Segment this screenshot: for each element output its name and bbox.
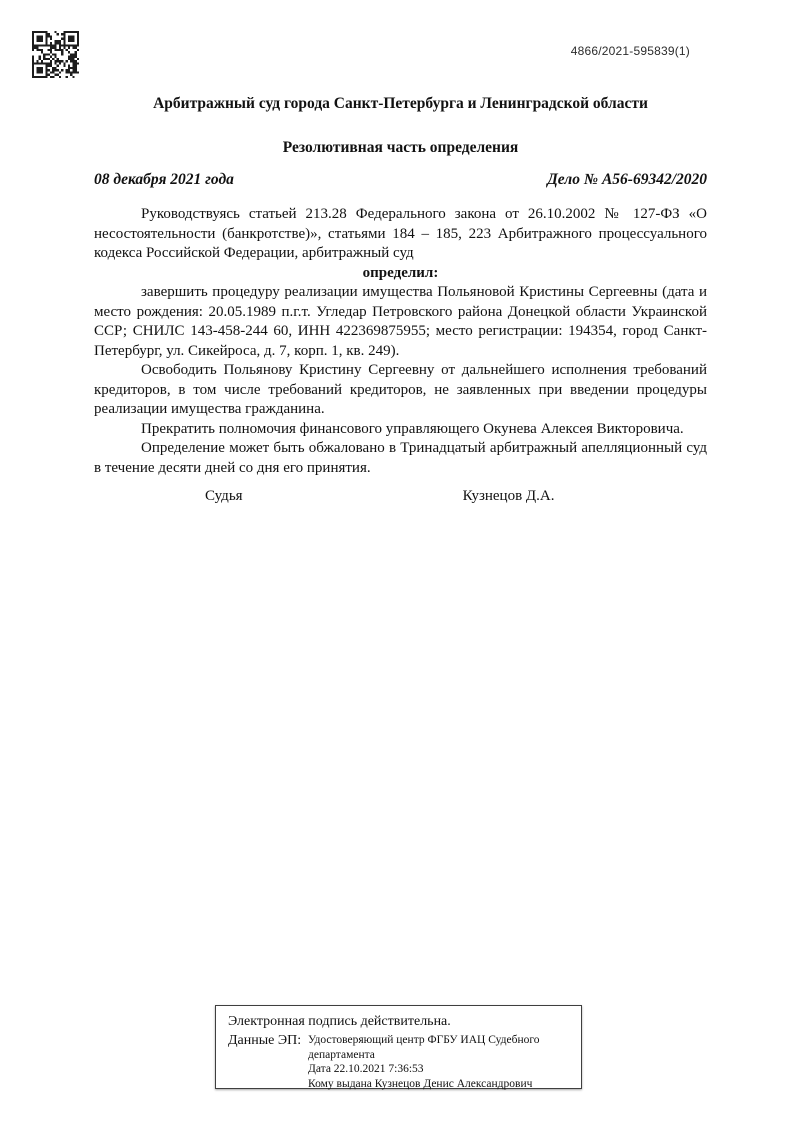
esignature-date: Дата 22.10.2021 7:36:53 [308, 1063, 424, 1075]
esignature-authority: Удостоверяющий центр ФГБУ ИАЦ Судебного департамента [308, 1034, 540, 1061]
judge-name: Кузнецов Д.А. [462, 488, 555, 504]
resolution-paragraph-complete-procedure: завершить процедуру реализации имущества Польяновой Кристины Сергеевны (дата и место рождения: 20.05.1989 п.г.т. Угледар Петровского района Донецкой области Украинской ССР; СНИЛС 143-458-244 60, ИНН 422369875955; место регистрации: 194354, город Санкт-Петербург, ул. Сикейроса, д. 7, корп. 1, кв. 249). [94, 284, 707, 359]
esignature-details [308, 1033, 570, 1091]
judge-role-label: Судья [205, 488, 243, 504]
intro-paragraph: Руководствуясь статьей 213.28 Федерального закона от 26.10.2002 № 127-ФЗ «О несостоятельности (банкротстве)», статьями 184 – 185, 223 Арбитражного процессуального кодекса Российской Федерации, арбитражный суд [94, 206, 707, 261]
esignature-valid-text: Электронная подпись действительна. [228, 1014, 451, 1029]
document-registration-number: 4866/2021-595839(1) [570, 44, 690, 58]
esignature-data-row [216, 1030, 581, 1091]
ruling-date: 08 декабря 2021 года [94, 171, 234, 188]
esignature-issued-to: Кому выдана Кузнецов Денис Александрович [308, 1077, 533, 1090]
resolution-paragraph-terminate-manager: Прекратить полномочия финансового управляющего Окунева Алексея Викторовича. [141, 420, 684, 437]
qr-code-pattern [32, 31, 79, 78]
signature-row [94, 487, 707, 507]
court-name-heading: Арбитражный суд города Санкт-Петербурга и Ленинградской области [153, 95, 648, 112]
resolution-heading: определил: [362, 264, 439, 281]
case-number: Дело № А56-69342/2020 [547, 171, 707, 188]
electronic-signature-box [215, 1005, 582, 1089]
document-type-heading: Резолютивная часть определения [282, 139, 519, 156]
document-content [94, 0, 707, 507]
date-case-row [94, 170, 707, 190]
resolution-paragraph-appeal-info: Определение может быть обжаловано в Тринадцатый арбитражный апелляционный суд в течение десяти дней со дня его принятия. [94, 440, 707, 476]
esignature-data-label: Данные ЭП: [228, 1033, 302, 1048]
resolution-paragraph-release-debtor: Освободить Польянову Кристину Сергеевну от дальнейшего исполнения требований кредиторов, в том числе требований кредиторов, не заявленных при введении процедуры реализации имущества гражданина. [94, 362, 707, 417]
qr-code-icon [32, 31, 79, 78]
